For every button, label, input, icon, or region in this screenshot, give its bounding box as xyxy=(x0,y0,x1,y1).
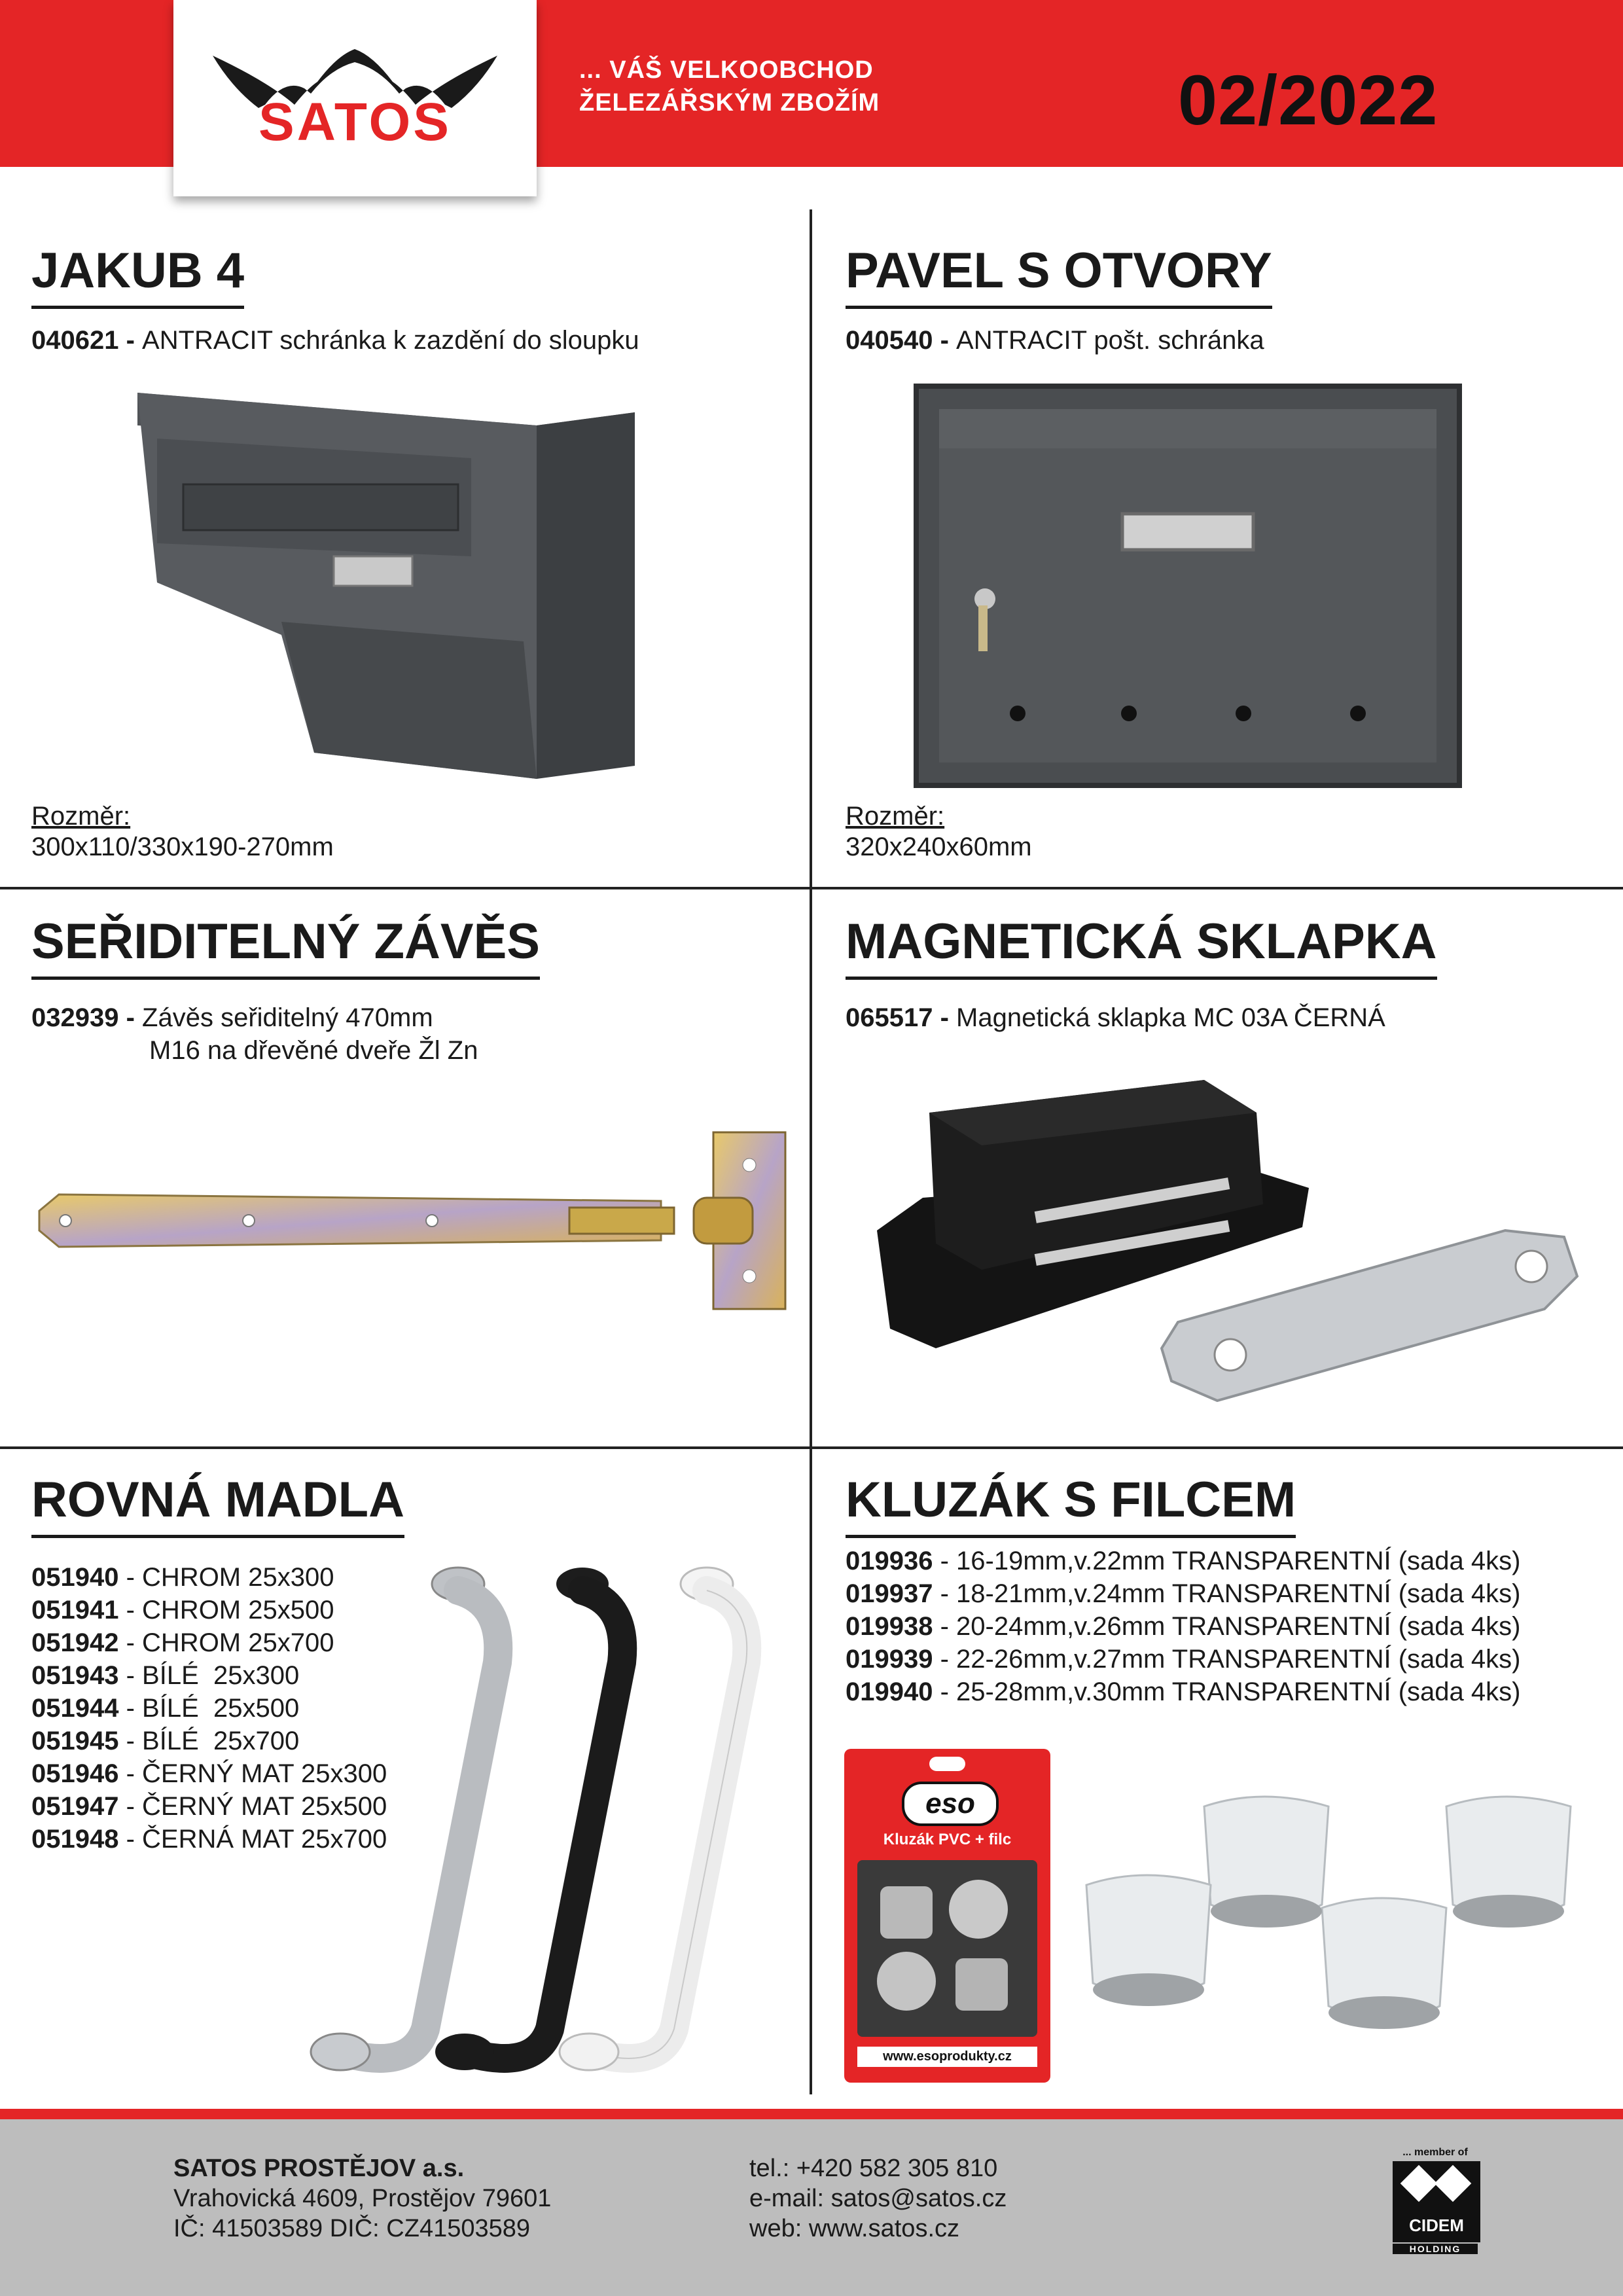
logo-wordmark: SATOS xyxy=(259,92,452,152)
list-item: 019937 - 18-21mm,v.24mm TRANSPARENTNÍ (sada 4ks) xyxy=(846,1579,1521,1608)
contact-phone[interactable]: tel.: +420 582 305 810 xyxy=(749,2155,998,2182)
product-desc: ANTRACIT schránka k zazdění do sloupku xyxy=(142,326,639,355)
list-item: 051942 - CHROM 25x700 xyxy=(31,1628,334,1657)
section-title-sklapka: MAGNETICKÁ SKLAPKA xyxy=(846,913,1437,980)
list-item: 051947 - ČERNÝ MAT 25x500 xyxy=(31,1792,387,1821)
hinge-image xyxy=(33,1126,812,1316)
contact-web[interactable]: web: www.satos.cz xyxy=(749,2215,959,2242)
list-item: 051943 - BÍLÉ 25x300 xyxy=(31,1661,300,1690)
dimension-label: Rozměr: xyxy=(31,802,131,831)
package-label: Kluzák PVC + filc xyxy=(883,1831,1012,1848)
footer-company-block xyxy=(173,2153,551,2244)
dimension-value: 320x240x60mm xyxy=(846,833,1032,861)
product-code: 032939 xyxy=(31,1003,119,1032)
list-item: 019938 - 20-24mm,v.26mm TRANSPARENTNÍ (sada 4ks) xyxy=(846,1612,1521,1641)
list-item: 051941 - CHROM 25x500 xyxy=(31,1596,334,1624)
mailbox-jakub-image xyxy=(131,386,654,844)
row-divider-1 xyxy=(0,887,1623,889)
product-line-sklapka: 065517 - Magnetická sklapka MC 03A ČERNÁ xyxy=(846,1003,1385,1032)
product-code: 040540 xyxy=(846,326,933,355)
list-item: 051948 - ČERNÁ MAT 25x700 xyxy=(31,1825,387,1854)
slogan-line-1: ... VÁŠ VELKOOBCHOD xyxy=(579,56,874,84)
section-title-jakub: JAKUB 4 xyxy=(31,242,244,309)
dimension-label: Rozměr: xyxy=(846,802,945,831)
product-line-zaves: 032939 - Závěs seřiditelný 470mm xyxy=(31,1003,433,1032)
list-item: 019939 - 22-26mm,v.27mm TRANSPARENTNÍ (sada 4ks) xyxy=(846,1645,1521,1674)
magnetic-catch-image xyxy=(864,1073,1590,1427)
product-line-pavel: 040540 - ANTRACIT pošt. schránka xyxy=(846,326,1264,355)
dimension-value: 300x110/330x190-270mm xyxy=(31,833,334,861)
section-title-pavel: PAVEL S OTVORY xyxy=(846,242,1272,309)
slogan-line-2: ŽELEZÁŘSKÝM ZBOŽÍM xyxy=(579,89,880,117)
eso-logo: eso xyxy=(902,1782,999,1826)
product-desc: ANTRACIT pošt. schránka xyxy=(956,326,1264,355)
product-desc: Magnetická sklapka MC 03A ČERNÁ xyxy=(956,1003,1385,1032)
list-item: 051946 - ČERNÝ MAT 25x300 xyxy=(31,1759,387,1788)
list-item: 019936 - 16-19mm,v.22mm TRANSPARENTNÍ (sada 4ks) xyxy=(846,1547,1521,1575)
product-desc: Závěs seřiditelný 470mm xyxy=(142,1003,433,1032)
footer-accent-line xyxy=(0,2109,1623,2119)
cidem-icon: CIDEM xyxy=(1393,2161,1480,2242)
cidem-member-logo: ... member of CIDEM HOLDING xyxy=(1393,2147,1478,2254)
product-code: 040621 xyxy=(31,326,119,355)
list-item: 051944 - BÍLÉ 25x500 xyxy=(31,1694,300,1723)
section-title-madla: ROVNÁ MADLA xyxy=(31,1471,404,1538)
list-item: 051945 - BÍLÉ 25x700 xyxy=(31,1727,300,1755)
section-title-kluzak: KLUZÁK S FILCEM xyxy=(846,1471,1296,1538)
eso-package xyxy=(844,1749,1050,2083)
footer-contact-block xyxy=(749,2153,1007,2244)
company-address: Vrahovická 4609, Prostějov 79601 xyxy=(173,2185,552,2212)
issue-number: 02/2022 xyxy=(1178,60,1438,139)
list-item: 019940 - 25-28mm,v.30mm TRANSPARENTNÍ (sada 4ks) xyxy=(846,1677,1521,1706)
contact-email[interactable]: e-mail: satos@satos.cz xyxy=(749,2185,1007,2212)
hang-hole xyxy=(929,1757,965,1771)
kluzak-list xyxy=(846,1545,1520,1708)
row-divider-2 xyxy=(0,1446,1623,1449)
glides-image xyxy=(1073,1787,1584,2075)
satos-logo xyxy=(173,0,537,196)
package-window xyxy=(857,1860,1037,2037)
company-name: SATOS PROSTĚJOV a.s. xyxy=(173,2155,465,2182)
company-ids: IČ: 41503589 DIČ: CZ41503589 xyxy=(173,2215,531,2242)
product-desc-line-2: M16 na dřevěné dveře Žl Zn xyxy=(149,1036,478,1065)
mailbox-pavel-image xyxy=(913,383,1463,789)
section-title-zaves: SEŘIDITELNÝ ZÁVĚS xyxy=(31,913,540,980)
slogan xyxy=(579,54,880,119)
package-url: www.esoprodukty.cz xyxy=(857,2047,1037,2067)
handles-image xyxy=(281,1558,805,2094)
list-item: 051940 - CHROM 25x300 xyxy=(31,1563,334,1592)
product-line-jakub: 040621 - ANTRACIT schránka k zazdění do sloupku xyxy=(31,326,639,355)
product-code: 065517 xyxy=(846,1003,933,1032)
